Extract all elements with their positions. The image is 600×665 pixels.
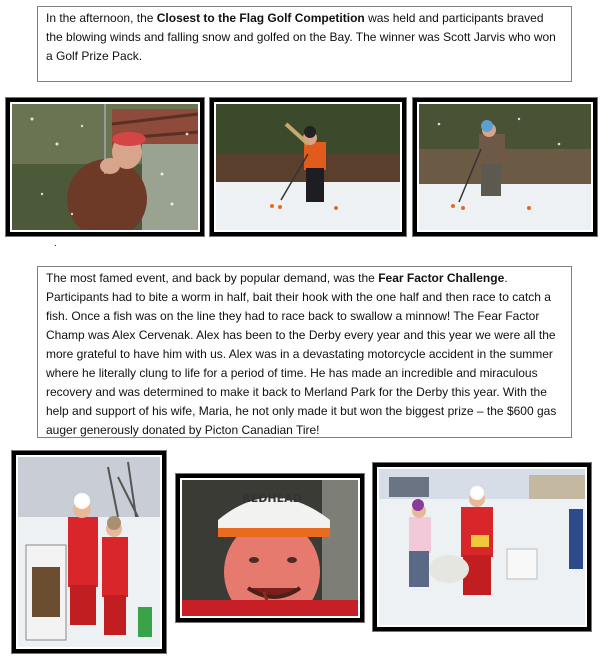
fear-factor-event-name: Fear Factor Challenge	[378, 271, 505, 285]
photo-couple-with-dog	[373, 463, 591, 631]
photo-alex-with-worm	[176, 474, 364, 622]
golf-competition-text	[37, 6, 572, 82]
golf-event-name: Closest to the Flag Golf Competition	[156, 11, 365, 25]
fear-factor-lead: The most famed event, and back by popular demand, was the	[46, 271, 379, 285]
golf-details: was held and participants braved the blowing winds and falling snow and golfed on the Bay. The winner was Scott Jarvis who won a Golf Prize Pack.	[46, 11, 556, 63]
photo-golfer-blue-hat	[413, 98, 597, 236]
fear-factor-details: . Participants had to bite a worm in half, bait their hook with the one half and then race to catch a fish. Once a fish was on the line they had to race back to swallow a minnow! The Fear Factor Champ was Alex Cervenak. Alex has been to the Derby every year and this year we were all the more grateful to have him with us. Alex was in a devastating motorcycle accident in the summer where he literally clung to life for a period of time. He has made an incredible and miraculous recovery and was determined to make it back to Merland Park for the Derby this year. With the help and support of his wife, Maria, he not only made it but won the biggest prize – the $600 gas auger generously donated by Picton Canadian Tire!	[46, 271, 557, 437]
stray-period: .	[54, 238, 57, 249]
fear-factor-text	[37, 266, 572, 438]
photo-golfer-red-cap	[6, 98, 204, 236]
photo-winners-with-auger	[12, 451, 166, 653]
photo-golfer-orange-jacket	[210, 98, 406, 236]
golf-lead: In the afternoon, the	[46, 11, 157, 25]
hat-brand-text: REDHEAD	[242, 492, 302, 505]
